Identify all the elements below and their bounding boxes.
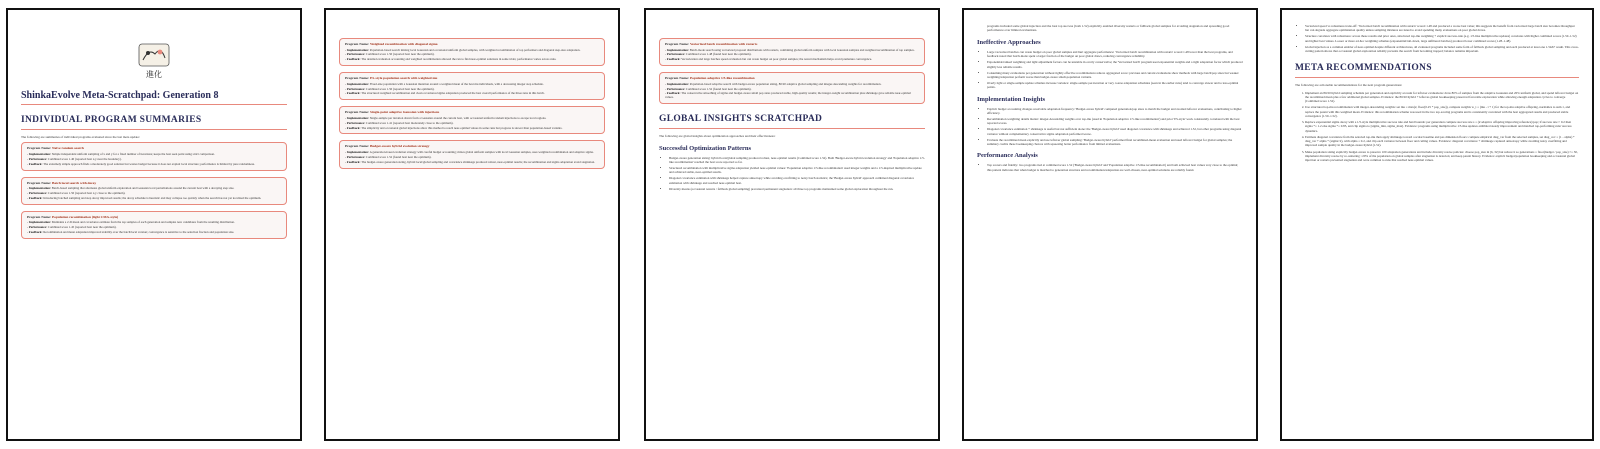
list-item: • Exponential/ranked weighting and tight adjustment factors can be unstable in overly conservative; the 'Vectorized batch' program used exponential weights and a tight adaptation factor which produced slightly less reliable results. <box>987 60 1243 69</box>
program-implementation: - Implementation: Batch-mode search using vectorized proposal distributions with restarts, combining global uniform samples with local Gaussian samples and weighted recombination of top samples. <box>665 47 915 52</box>
program-implementation: - Implementation: Simple independent uniform sampling of x and y for a fixed number of iterations; keeps the best seen point using strict comparison. <box>27 152 215 156</box>
program-name: Program Name: Single-point adaptive Gaussian with injections <box>345 110 440 115</box>
list-item: • Diagonal covariance estimation + shrinkage is useful but not sufficient alone: the 'Budget-aware hybrid' used diagonal covariance with shrinkage and achieved 1.52, but other programs using diagonal variance without complementary conservative sigma adaptation performed worse. <box>987 127 1243 136</box>
program-implementation: - Implementation: Maintains a 2-D mean and covariance estimate from the top samples of each generation and samples new candidates from the resulting distribution. <box>27 220 235 225</box>
program-feedback: - Feedback: The detailed evaluation accounting and weighted recombination allowed the run to find near-optimal solutions in some trials; performance varies across runs. <box>345 57 557 62</box>
section-intro: The following are actionable recommendations for the next program generations: <box>1295 83 1403 88</box>
program-feedback: - Feedback: The extremely simple approach finds a moderately good solution but wastes budget because it does not exploit local structure; performance is limited by pure randomness. <box>27 161 255 166</box>
recommendations-list <box>1295 91 1579 163</box>
program-feedback: - Feedback: Vectorization and large batches speed evaluation but can waste budget on poor global samples; the restart mechanism helps avoid premature convergence. <box>665 57 872 62</box>
program-name: Program Name: Budget-aware hybrid evolution strategy <box>345 144 430 149</box>
insights-list-continued <box>1295 24 1579 53</box>
program-summary-card <box>659 72 925 104</box>
subsection-heading: Implementation Insights <box>977 95 1046 103</box>
divider <box>21 104 287 105</box>
program-performance: - Performance: Combined score 1.50 (reported best near the optimum). <box>345 86 435 91</box>
subsection-heading: Successful Optimization Patterns <box>659 144 752 152</box>
list-item: • Diagonal covariance estimation with shrinkage helped capture anisotropy while avoiding overfitting to noisy batch statistics; the 'Budget-aware hybrid' approach combined diagonal covariance estimation with shrinkage and reached near-optimal best. <box>669 176 925 185</box>
document-page-1 <box>6 8 302 441</box>
list-item: • Overly tight or single-sample update schemes increase variance: single-sample per-iteration or very coarse adaptation schedules (seen in the earlier runs) tend to converge slower and to less-optimal points. <box>987 81 1243 90</box>
list-item: • Recombination weighting details matter: integer-descending weights over top-mu (used in 'Population adaptive 1/5-like recombination') and prior 'ES-style' work consistently correlated with the best reported scores. <box>987 117 1243 126</box>
list-item: 1. Implement an 80/20 hybrid sampling schedule per generation and explicitly account for leftover evaluations: draw 80% of samples from the adaptive Gaussian and 20% uniform global, and spend leftover budget on the recombined mean plus a few additional global samples. Evidence: the 80/20 hybrid + leftover-global bookkeeping preserved favorable exploration while allowing enough adaptation cycles to converge (Combined score 1.52). <box>1305 91 1579 104</box>
insights-list <box>659 156 925 191</box>
program-performance: - Performance: Combined score 1.50 (reported best near the optimum). <box>345 52 435 57</box>
list-item: • Vectorized speed vs robustness trade-off: 'Vectorized batch recombination with restarts' scored 1.48 and produced a worse best value; this suggests the benefit from vectorized large batch size becomes throughput but can degrade aggregate optimization quality unless sampling mixtures are tuned to avoid spending many evaluations on poor global draws. <box>1305 24 1579 33</box>
program-summary-card <box>339 140 605 168</box>
shinka-logo-icon <box>131 40 177 84</box>
list-item: • Consuming many evaluations per generation without tightly effective recombination reduces aggregated score: previous and current evaluations show methods with large batch/pop sizes but weaker weighting/adaptation perform worse than budget-aware small-population variants. <box>987 71 1243 80</box>
divider <box>659 128 925 129</box>
program-feedback: - Feedback: The structured weighted recombination and clean covariance/sigma adaptation produced the best overall performance of the three runs in this batch. <box>345 91 545 96</box>
program-performance: - Performance: Combined score 1.50 (reported best x,y close to the optimum). <box>27 190 126 195</box>
list-item: • Evaluate the recombined mean explicitly and use leftover global sampling: 'Budget-aware hybrid' performed final recombined-mean evaluation and used leftover budget for global samples; the summary credits these bookkeeping choices with squeezing better performance from limited evaluations. <box>987 138 1243 147</box>
program-performance: - Performance: Combined score 1.48 (found best near the optimum). <box>665 52 752 57</box>
performance-list <box>977 163 1243 172</box>
subsection-heading: Ineffective Approaches <box>977 38 1041 46</box>
continued-text: programs included some global injection and the best top success (both 1.52) explicitly enabled diversity restarts or fallback global samples for avoiding stagnation and spreading good performance over limited evaluations. <box>987 24 1230 33</box>
program-implementation: - Implementation: A generation-based evolution strategy with careful budget accounting; mixes global uniform samples with local Gaussian samples, uses weighted recombination and adaptive sigma. <box>345 149 594 154</box>
section-heading-program-summaries: INDIVIDUAL PROGRAM SUMMARIES <box>21 115 202 125</box>
list-item: 5. Make population sizing explicitly budget-aware to preserve 100 adaptation generations and include diversity rescue policies: choose pop_size in [6, 32] but reduce it so generations = floor(budget / pop_size) >= 30, implement diversity rescue by re-centering ~20% of the population on global samples after stagnation is detected, and keep parent history. Evidence: explicit budget/population bookkeeping and occasional global injection or restarts prevented stagnation and were common to runs that reached near-optimal values. <box>1305 150 1579 163</box>
list-item: 3. Replace exponential sigma decay with a 1/5-style multiplicative success rule and hard bounds: per generation compute success rate s = (# adaptive offspring improving reference)/pop; if success rate > 0.2 then sigma *= 1.2 else sigma *= 0.85, and clip sigma to [sigma_min, sigma_max]. Evidence: programs using multiplicative 1/5-like updates exhibited steady improvement and matched top-performing runs' success dynamics. <box>1305 120 1579 133</box>
document-page-2 <box>324 8 620 441</box>
divider <box>1295 77 1579 78</box>
program-summary-card <box>339 106 605 134</box>
program-summary-card <box>659 38 925 66</box>
program-performance: - Performance: Combined score 1.52 (found best near the optimum). <box>345 154 432 159</box>
ineffective-list <box>977 50 1243 90</box>
page-title: ShinkaEvolve Meta-Scratchpad: Generation 8 <box>21 90 219 101</box>
program-name: Program Name: Vectorized batch recombination with restarts <box>665 42 758 46</box>
program-implementation: - Implementation: Batch-based sampling that alternates global uniform exploration and Gaussian local perturbations around the current best with a decaying step size. <box>27 186 235 191</box>
list-item: 2. Use structured top-mu recombination with integer-descending weights: set mu = max(2, floor(0.25 * pop_size)), compute weights w_i = (mu - i + 1) for the top-mu adaptive offspring, normalize to sum 1, and replace the parent with this weighted mean. Evidence: this recombination scheme was used in the two top-scoring programs and is consistently correlated with the best aggregated results and produced stable convergence (1.50–1.52). <box>1305 105 1579 118</box>
program-name: Program Name: Population adaptive 1/5-like recombination <box>665 76 755 81</box>
program-performance: - Performance: Combined score 1.40 (reported best x,y near the boundary). <box>27 156 122 161</box>
document-page-5 <box>1280 8 1594 441</box>
list-item: 4. Estimate diagonal covariance from the selected top-mu then apply shrinkage toward a scalar baseline and per-dimension floors: compute empirical diag_var from the selected samples, set diag_cov = (1 - alpha) * diag_var + alpha * (sigma^2), with alpha = 0.2, and clip each variance between floor and ceiling values. Evidence: diagonal covariance + shrinkage captured anisotropy while avoiding noisy overfitting and improved sample quality in the budget-aware hybrid (1.52). <box>1305 135 1579 148</box>
program-feedback: - Feedback: The simplicity and occasional global injections allow this method to reach near-optimal values in some runs but progress is slower than population-based variants. <box>345 125 563 130</box>
svg-text:進化: 進化 <box>146 70 162 79</box>
list-item: • Large vectorized batches can waste budget on poor global samples and hurt aggregate performance: 'Vectorized batch recombination with restarts' scored 1.48 lower than the best programs, and feedback noted that batch-mode spent a larger fraction of the budget on poor global draws, reducing convergence reliability. <box>987 50 1243 59</box>
list-item: • Global injection as a common enabler of near-optimal despite different architectures, all evaluated programs included some form of fallback global sampling and each produced at least one 1.5ish+ result. This cross-cutting pattern shows that occasional global exploration reliably prevents the search from becoming trapped; balance remains important. <box>1305 45 1579 54</box>
list-item: • Explicit budget accounting changes resolvable adaptation frequency: 'Budget-aware hybrid' computed generation/pop sizes to match the budget and avoided leftover evaluations, contributing to higher efficiency. <box>987 107 1243 116</box>
program-name: Program Name: Batch local search with decay <box>27 180 97 185</box>
program-performance: - Performance: Combined score 1.52 (found best near the optimum). <box>665 86 752 91</box>
program-implementation: - Implementation: Population-based search mixing local Gaussian and occasional uniform global samples, with weighted recombination of top performers and diagonal step-size adaptation. <box>345 47 581 52</box>
section-heading-meta-recommendations: META RECOMMENDATIONS <box>1295 63 1432 74</box>
program-name: Program Name: Weighted recombination with diagonal sigma <box>345 42 438 46</box>
section-intro: The following are global insights about optimization approaches and their effectiveness: <box>659 134 776 139</box>
list-item: • Budget-aware generation sizing: hybrid local/global sampling produced robust, near-optimal results (Combined score 1.52). Both 'Budget-aware hybrid evolution strategy' and 'Population adaptive 1/5-like recombination' reached the best score reported so far. <box>669 156 925 165</box>
program-feedback: - Feedback: The budget-aware generation sizing, hybrid local/global sampling and covariance shrinkage produced robust, near-optimal results; the recombination and sigma adaptation avoid stagnation. <box>345 159 595 164</box>
program-implementation: - Implementation: Population-based adaptive search with budget-aware population sizing, 80/20 adaptive global sampling and integer-descending weights for recombination. <box>665 81 882 86</box>
section-heading-global-insights: GLOBAL INSIGHTS SCRATCHPAD <box>659 114 823 125</box>
program-feedback: - Feedback: The conservative smoothing of sigma and budget-aware small pop sizes produced stable, high-quality results; the integer-weight recombination plus shrinkage gave reliable near-optimal values. <box>665 91 911 100</box>
program-summary-card <box>339 38 605 66</box>
program-summary-card <box>339 72 605 100</box>
document-page-3 <box>644 8 940 441</box>
program-summary-card <box>21 142 287 170</box>
implementation-list <box>977 107 1243 147</box>
program-implementation: - Implementation: Fixed-size population with a Gaussian mutation around a weighted mean of the best mu individuals, with a decreasing integer step schedule. <box>345 81 544 86</box>
program-implementation: - Implementation: Single-sample per iteration drawn from a Gaussian around the current best, with occasional uniform random injections to escape local regions. <box>345 115 547 120</box>
list-item: • Diversity means (occasional restarts / fallback global sampling) prevented permanent stagnation: all three top programs maintained some global exploration throughout the run. <box>669 187 925 191</box>
program-feedback: - Feedback: Introducing batched sampling and step decay improved results; the decay schedule is heuristic and may collapse too quickly when the search has not yet localized the optimum. <box>27 195 262 200</box>
program-performance: - Performance: Combined score 1.45 (reported best near the optimum). <box>27 225 117 230</box>
program-feedback: - Feedback: Recombination and mean adaptation improved stability over the batch/local version; convergence is sensitive to the selection fraction and population size. <box>27 229 235 234</box>
list-item: • Structure correlates with robustness: across these results and prior ones, structured top-mu weighting + explicit success-rule (e.g. 1/5-like multiplicative updates) correlates with higher combined scores (1.50–1.52) and tighter best values. Looser or more ad-hoc weighting schemes (exponential/tail-down, large unfiltered batches) produced lower combined scores (1.28–1.48). <box>1305 34 1579 43</box>
program-name: Program Name: Population recombination (light CMA-style) <box>27 214 119 219</box>
program-name: Program Name: Naive random search <box>27 146 84 151</box>
list-item: • Top scorers and fidelity: two programs tied at combined score 1.52 ('Budget-aware hybrid' and 'Population adaptive 1/5-like recombination') and both achieved best values very close to the optimal; this pattern indicates that when budget is matched to generation structure and recombination/adaptation are well-chosen, near-optimal solutions are reliably found. <box>987 163 1243 172</box>
section-intro: The following are summaries of individual programs evaluated since the last meta update: <box>21 135 140 139</box>
list-item: • Structured recombination with multiplicative sigma adaptation yielded near-optimal values: 'Population adaptive 1/5-like recombination' used integer weights and a 1/5-inspired multiplicative update and achieved stable, near-optimal results. <box>669 166 925 175</box>
document-page-4 <box>962 8 1258 441</box>
program-performance: - Performance: Combined score 1.41 (reported best moderately close to the optimum). <box>345 120 454 125</box>
divider <box>21 129 287 130</box>
program-name: Program Name: ES-style population search with weighted mu <box>345 76 438 81</box>
subsection-heading: Performance Analysis <box>977 152 1038 160</box>
program-summary-card <box>21 177 287 205</box>
program-summary-card <box>21 211 287 239</box>
